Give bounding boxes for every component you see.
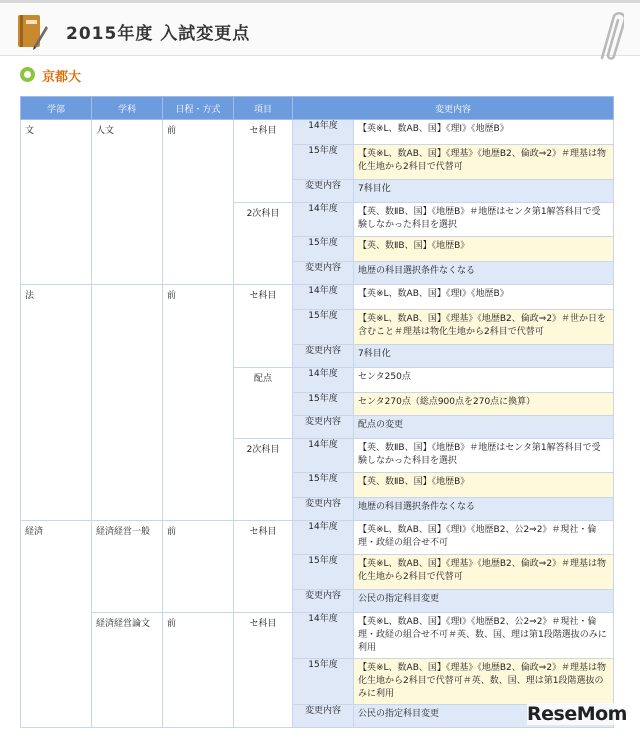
content-cell: 【英※L、数AB、国】《理基》《地歴B2、倫政⇒2》＃世か日を含むこと＃理基は物化生地から2科目で代替可 <box>354 310 614 345</box>
content-cell: センタ250点 <box>354 368 614 393</box>
subject-cell: 経済経営論文 <box>92 613 163 728</box>
year-cell: 変更内容 <box>293 498 354 521</box>
year-cell: 14年度 <box>293 439 354 473</box>
book-icon <box>14 12 48 52</box>
content-cell: 【英※L、数AB、国】《理Ⅰ》《地歴B2、公2⇒2》＃現社・倫理・政経の組合せ不可 <box>354 521 614 555</box>
year-cell: 変更内容 <box>293 590 354 613</box>
item-cell: 配点 <box>234 368 293 439</box>
content-cell: 【英、数ⅡB、国】《地歴B》＃地歴はセンタ第1解答科目で受験しなかった科目を選択 <box>354 439 614 473</box>
content-cell: 公民の指定科目変更 <box>354 590 614 613</box>
year-cell: 変更内容 <box>293 416 354 439</box>
year-cell: 変更内容 <box>293 345 354 368</box>
header-subject: 学科 <box>92 97 163 120</box>
table-row <box>21 285 614 310</box>
year-cell: 15年度 <box>293 393 354 416</box>
header-dept: 学部 <box>21 97 92 120</box>
item-cell: セ科目 <box>234 285 293 368</box>
dept-cell: 経済 <box>21 521 92 728</box>
item-cell: 2次科目 <box>234 203 293 285</box>
dept-cell: 文 <box>21 120 92 285</box>
content-cell: 【英※L、数AB、国】《理基》《地歴B2、倫政⇒2》＃理基は物化生地から2科目で代替可＃英、数、国、理は第1段階選抜のみに利用 <box>354 659 614 705</box>
page-title: 2015年度 入試変更点 <box>66 24 251 44</box>
content-cell: 【英、数ⅡB、国】《地歴B》 <box>354 473 614 498</box>
schedule-cell: 前 <box>163 521 234 613</box>
table-row <box>21 120 614 145</box>
year-cell: 変更内容 <box>293 705 354 728</box>
year-cell: 14年度 <box>293 521 354 555</box>
schedule-cell: 前 <box>163 613 234 728</box>
content-cell: 【英、数ⅡB、国】《地歴B》 <box>354 237 614 262</box>
resemom-watermark-logo: ReseMom <box>527 703 627 725</box>
year-cell: 15年度 <box>293 310 354 345</box>
year-cell: 14年度 <box>293 120 354 145</box>
year-cell: 変更内容 <box>293 180 354 203</box>
circle-bullet-icon <box>20 67 35 82</box>
content-cell: 【英※L、数AB、国】《理Ⅰ》《地歴B》 <box>354 120 614 145</box>
year-cell: 14年度 <box>293 613 354 659</box>
year-cell: 15年度 <box>293 473 354 498</box>
item-cell: セ科目 <box>234 613 293 728</box>
dept-cell: 法 <box>21 285 92 521</box>
item-cell: セ科目 <box>234 120 293 203</box>
year-cell: 14年度 <box>293 368 354 393</box>
subject-cell <box>92 285 163 521</box>
year-cell: 15年度 <box>293 555 354 590</box>
university-name: 京都大 <box>42 70 82 85</box>
page-header <box>0 0 640 56</box>
content-cell: 配点の変更 <box>354 416 614 439</box>
year-cell: 15年度 <box>293 659 354 705</box>
header-schedule: 日程・方式 <box>163 97 234 120</box>
content-cell: 【英、数ⅡB、国】《地歴B》＃地歴はセンタ第1解答科目で受験しなかった科目を選択 <box>354 203 614 237</box>
table-row <box>21 613 614 659</box>
content-cell: 地歴の科目選択条件なくなる <box>354 262 614 285</box>
item-cell: 2次科目 <box>234 439 293 521</box>
content-cell: センタ270点（総点900点を270点に換算） <box>354 393 614 416</box>
content-cell: 【英※L、数AB、国】《理Ⅰ》《地歴B》 <box>354 285 614 310</box>
schedule-cell: 前 <box>163 120 234 285</box>
year-cell: 15年度 <box>293 145 354 180</box>
content-cell: 地歴の科目選択条件なくなる <box>354 498 614 521</box>
changes-table <box>20 96 614 728</box>
paperclip-icon <box>590 6 624 64</box>
item-cell: セ科目 <box>234 521 293 613</box>
content-cell: 公民の指定科目変更 <box>354 705 614 728</box>
year-cell: 14年度 <box>293 203 354 237</box>
subject-cell: 人文 <box>92 120 163 285</box>
content-cell: 【英※L、数AB、国】《理基》《地歴B2、倫政⇒2》＃理基は物化生地から2科目で代替可 <box>354 145 614 180</box>
header-content: 変更内容 <box>293 97 614 120</box>
year-cell: 変更内容 <box>293 262 354 285</box>
subject-cell: 経済経営一般 <box>92 521 163 613</box>
content-cell: 7科目化 <box>354 345 614 368</box>
content-cell: 【英※L、数AB、国】《理Ⅰ》《地歴B2、公2⇒2》＃現社・倫理・政経の組合せ不可＃英、数、国、理は第1段階選抜のみに利用 <box>354 613 614 659</box>
table-header-row <box>21 97 614 120</box>
year-cell: 14年度 <box>293 285 354 310</box>
schedule-cell: 前 <box>163 285 234 521</box>
content-cell: 7科目化 <box>354 180 614 203</box>
header-item: 項目 <box>234 97 293 120</box>
year-cell: 15年度 <box>293 237 354 262</box>
content-cell: 【英※L、数AB、国】《理基》《地歴B2、倫政⇒2》＃理基は物化生地から2科目で代替可 <box>354 555 614 590</box>
table-row <box>21 521 614 555</box>
